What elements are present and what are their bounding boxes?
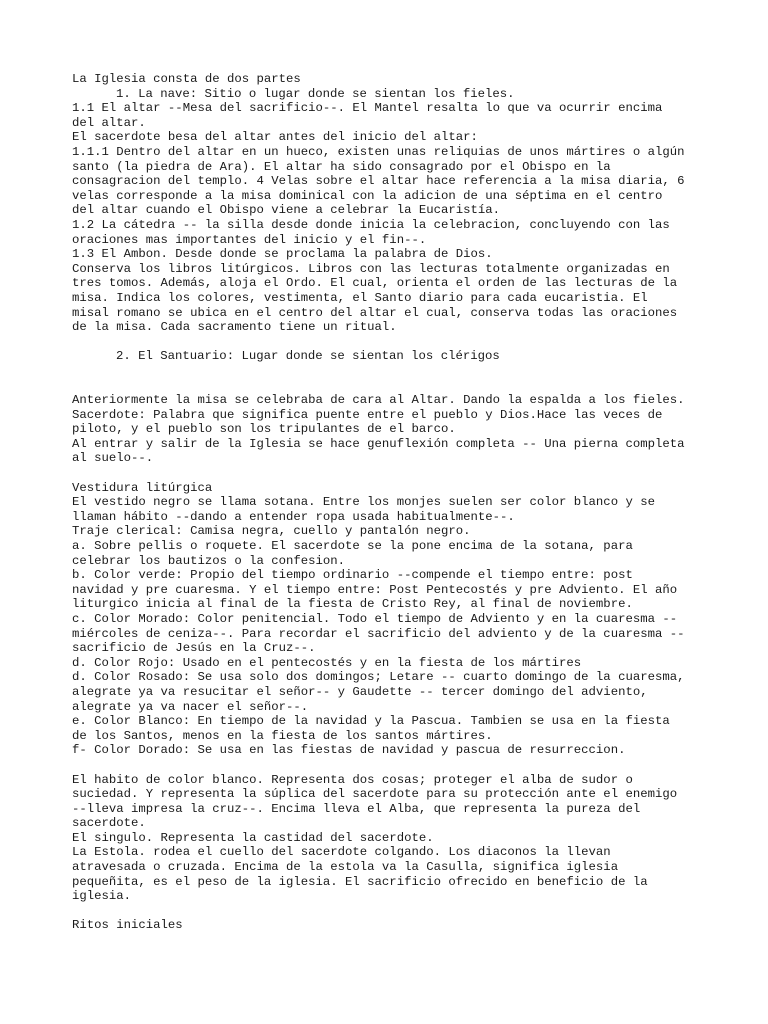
text-line: 1.1 El altar --Mesa del sacrificio--. El Mantel resalta lo que va ocurrir encima [72,101,663,116]
text-line: b. Color verde: Propio del tiempo ordinario --compende el tiempo entre: post [72,568,633,583]
text-line: liturgico inicia al final de la fiesta de Cristo Rey, al final de noviembre. [72,597,633,612]
text-line: del altar cuando el Obispo viene a celebrar la Eucaristía. [72,203,501,218]
text-line: al suelo--. [72,451,154,466]
text-line: del altar. [72,115,146,130]
blank-line [72,378,712,393]
text-line: celebrar los bautizos o la confesion. [72,553,346,568]
text-line: d. Color Rojo: Usado en el pentecostés y en la fiesta de los mártires [72,655,582,670]
text-line: navidad y pre cuaresma. Y el tiempo entre: Post Pentecostés y pre Adviento. El año [72,582,678,597]
text-line: e. Color Blanco: En tiempo de la navidad y la Pascua. Tambien se usa en la fiesta [72,714,670,729]
text-line: Al entrar y salir de la Iglesia se hace genuflexión completa -- Una pierna completa [72,436,685,451]
blank-line [72,758,712,773]
text-line: velas corresponde a la misa dominical con la adicion de una séptima en el centro [72,188,663,203]
blank-line [72,364,712,379]
text-line: iglesia. [72,889,132,904]
text-line: El sacerdote besa del altar antes del inicio del altar: [72,130,478,145]
text-line: consagracion del templo. 4 Velas sobre el altar hace referencia a la misa diaria, 6 [72,174,685,189]
text-line: Vestidura litúrgica [72,480,213,495]
text-line: Ritos iniciales [72,918,183,933]
blank-line [72,335,712,350]
text-line: 1.1.1 Dentro del altar en un hueco, existen unas reliquias de unos mártires o algún [72,144,685,159]
text-line: de los Santos, menos en la fiesta de los santos mártires. [72,728,493,743]
text-line: El singulo. Representa la castidad del sacerdote. [72,830,434,845]
text-line: santo (la piedra de Ara). El altar ha sido consagrado por el Obispo en la [72,159,611,174]
text-line: sacrificio de Jesús en la Cruz--. [72,641,316,656]
text-line: sacerdote. [72,816,146,831]
text-line: 1.2 La cátedra -- la silla desde donde inicia la celebracion, concluyendo con las [72,217,670,232]
text-line: suciedad. Y representa la súplica del sacerdote para su protección ante el enemigo [72,787,678,802]
text-line: alegrate ya va resucitar el señor-- y Gaudette -- tercer domingo del adviento, [72,684,648,699]
text-line: Anteriormente la misa se celebraba de cara al Altar. Dando la espalda a los fieles. [72,393,685,408]
text-line: f- Color Dorado: Se usa en las fiestas de navidad y pascua de resurreccion. [72,743,626,758]
text-line: La Iglesia consta de dos partes [72,72,301,86]
text-line: a. Sobre pellis o roquete. El sacerdote se la pone encima de la sotana, para [72,539,633,553]
document-page [72,72,712,933]
text-line: d. Color Rosado: Se usa solo dos domingos; Letare -- cuarto domingo de la cuaresma, [72,670,685,685]
text-line: c. Color Morado: Color penitencial. Todo el tiempo de Adviento y en la cuaresma -- [72,611,678,626]
text-line: El vestido negro se llama sotana. Entre los monjes suelen ser color blanco y se [72,495,655,510]
text-line: atravesada o cruzada. Encima de la estola va la Casulla, significa iglesia [72,860,619,875]
text-line: miércoles de ceniza--. Para recordar el sacrificio del adviento y de la cuaresma -- [72,626,685,641]
text-line: El habito de color blanco. Representa dos cosas; proteger el alba de sudor o [72,772,633,787]
text-line: La Estola. rodea el cuello del sacerdote colgando. Los diaconos la llevan [72,845,611,860]
text-line: pequeñita, es el peso de la iglesia. El sacrificio ofrecido en beneficio de la [72,874,648,889]
text-line: alegrate ya va nacer el señor--. [72,699,309,714]
text-line: misal romano se ubica en el centro del altar el cual, conserva todas las oraciones [72,305,678,320]
blank-line [72,466,712,481]
text-line: --lleva impresa la cruz--. Encima lleva el Alba, que representa la pureza del [72,801,641,816]
text-line: misa. Indica los colores, vestimenta, el Santo diario para cada eucaristia. El [72,290,648,305]
text-line: Traje clerical: Camisa negra, cuello y pantalón negro. [72,524,471,539]
text-line: Sacerdote: Palabra que significa puente entre el pueblo y Dios.Hace las veces de [72,407,663,422]
text-line: 2. El Santuario: Lugar donde se sientan los clérigos [116,349,500,364]
text-line: llaman hábito --dando a entender ropa usada habitualmente--. [72,509,515,524]
text-line: tres tomos. Además, aloja el Ordo. El cual, orienta el orden de las lecturas de la [72,276,678,291]
text-line: oraciones mas importantes del inicio y el fin--. [72,232,427,247]
blank-line [72,904,712,919]
text-line: de la misa. Cada sacramento tiene un ritual. [72,320,397,335]
text-line: Conserva los libros litúrgicos. Libros con las lecturas totalmente organizadas en [72,261,670,276]
text-line: 1.3 El Ambon. Desde donde se proclama la palabra de Dios. [72,247,493,262]
text-line: piloto, y el pueblo son los tripulantes de el barco. [72,422,456,437]
text-line: 1. La nave: Sitio o lugar donde se sientan los fieles. [116,86,515,101]
